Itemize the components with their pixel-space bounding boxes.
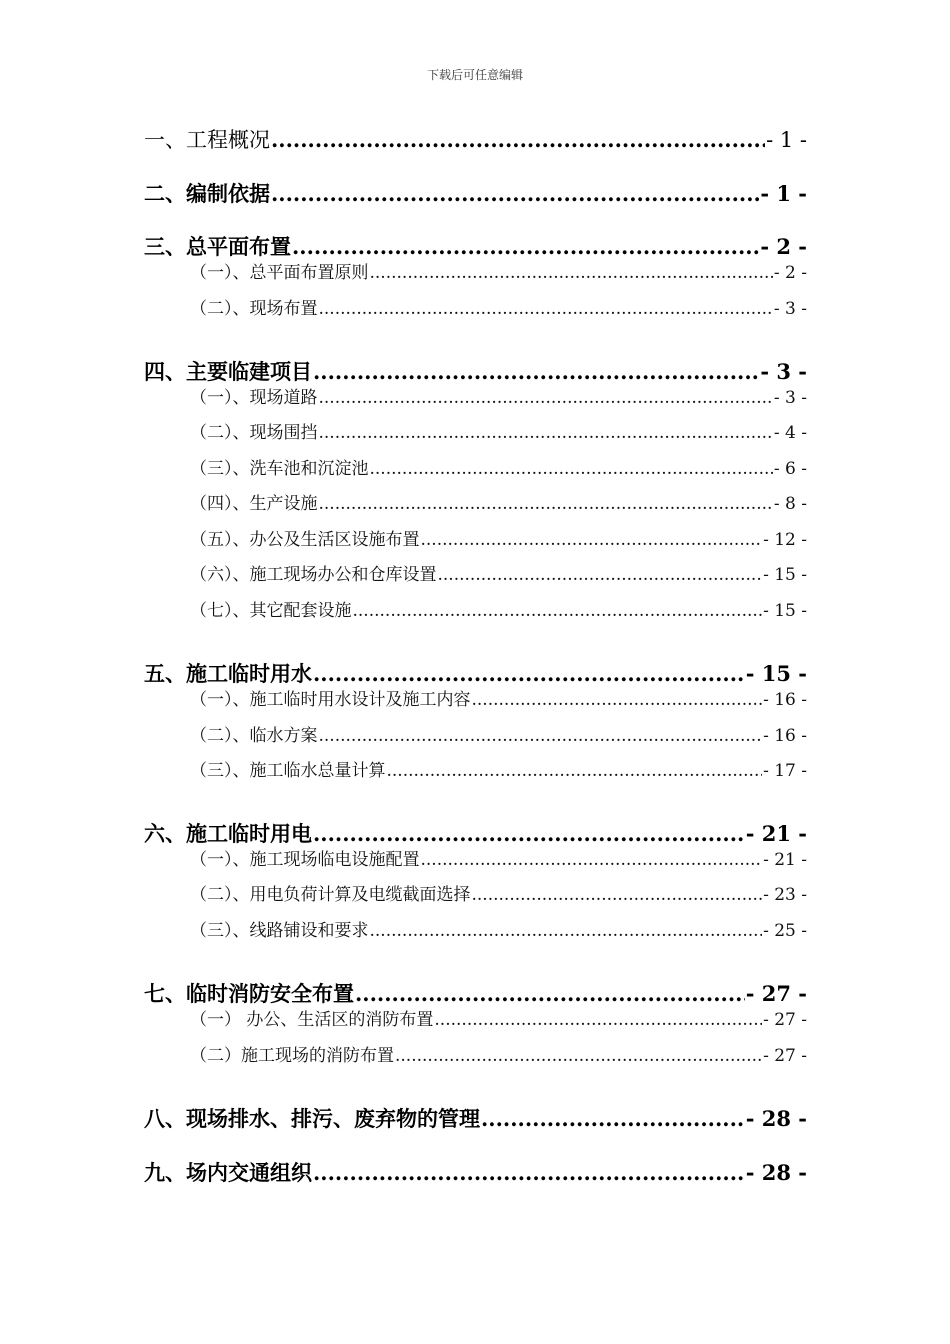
toc-label: 二、编制依据: [144, 181, 270, 206]
toc-label: （二）施工现场的消防布置: [190, 1046, 394, 1066]
toc-page-number: - 3 -: [760, 359, 807, 384]
toc-page-number: - 3 -: [773, 388, 807, 408]
toc-leader: [292, 234, 759, 259]
toc-entry-section-4[interactable]: [144, 356, 807, 386]
toc-leader: [319, 423, 773, 443]
toc-label: 一、工程概况: [144, 128, 270, 152]
toc-page-number: - 17 -: [763, 761, 807, 781]
toc-leader: [387, 761, 763, 781]
toc-page-number: - 16 -: [763, 690, 807, 710]
toc-page-number: - 12 -: [763, 530, 807, 550]
toc-subentry[interactable]: [190, 596, 807, 621]
toc-leader: [355, 981, 745, 1006]
toc-subentry[interactable]: [190, 845, 807, 870]
toc-leader: [370, 921, 763, 941]
toc-label: （一）、施工现场临电设施配置: [190, 850, 420, 870]
header-note: 下载后可任意编辑: [426, 68, 523, 82]
toc-leader: [271, 127, 765, 152]
toc-page-number: - 27 -: [745, 981, 807, 1006]
toc-entry-section-8[interactable]: [144, 1103, 807, 1133]
toc-subentry[interactable]: [190, 916, 807, 941]
toc-leader: [319, 726, 763, 746]
toc-entry-section-2[interactable]: [144, 178, 807, 208]
toc-subentry[interactable]: [190, 1005, 807, 1030]
toc-page-number: - 21 -: [745, 821, 807, 846]
toc-label: （七）、其它配套设施: [190, 601, 352, 621]
toc-subentry[interactable]: [190, 258, 807, 283]
toc-subentry[interactable]: [190, 383, 807, 408]
toc-label: （二）、现场围挡: [190, 423, 318, 443]
toc-page-number: - 21 -: [763, 850, 807, 870]
toc-label: （一） 办公、生活区的消防布置: [190, 1010, 434, 1030]
toc-subentry[interactable]: [190, 721, 807, 746]
toc-page-number: - 15 -: [745, 661, 807, 686]
toc-leader: [370, 263, 773, 283]
toc-page-number: - 25 -: [763, 921, 807, 941]
toc-page-number: - 28 -: [745, 1160, 807, 1185]
toc-label: 九、场内交通组织: [144, 1160, 312, 1185]
toc-label: （三）、线路铺设和要求: [190, 921, 369, 941]
toc-leader: [313, 661, 745, 686]
toc-page-number: - 4 -: [773, 423, 807, 443]
toc-label: （二）、用电负荷计算及电缆截面选择: [190, 885, 471, 905]
toc-page-number: - 15 -: [763, 565, 807, 585]
toc-page-number: - 1 -: [766, 128, 807, 152]
toc-leader: [313, 821, 745, 846]
toc-page-number: - 8 -: [773, 494, 807, 514]
toc-page-number: - 3 -: [773, 299, 807, 319]
toc-page-number: - 23 -: [763, 885, 807, 905]
toc-leader: [353, 601, 763, 621]
toc-leader: [319, 494, 773, 514]
toc-subentry[interactable]: [190, 454, 807, 479]
toc-page-number: - 1 -: [760, 181, 807, 206]
toc-subentry[interactable]: [190, 418, 807, 443]
toc-subentry[interactable]: [190, 1041, 807, 1066]
toc-page-number: - 6 -: [773, 459, 807, 479]
toc-label: （五）、办公及生活区设施布置: [190, 530, 420, 550]
toc-label: 三、总平面布置: [144, 234, 291, 259]
toc-label: 八、现场排水、排污、废弃物的管理: [144, 1106, 480, 1131]
toc-label: （一）、施工临时用水设计及施工内容: [190, 690, 471, 710]
toc-page-number: - 2 -: [773, 263, 807, 283]
toc-entry-section-1[interactable]: [144, 124, 807, 154]
toc-leader: [271, 181, 759, 206]
toc-leader: [434, 1010, 762, 1030]
toc-entry-section-9[interactable]: [144, 1157, 807, 1187]
toc-label: （一）、现场道路: [190, 388, 318, 408]
toc-page-number: - 15 -: [763, 601, 807, 621]
toc-leader: [319, 388, 773, 408]
toc-label: （三）、施工临水总量计算: [190, 761, 386, 781]
toc-subentry[interactable]: [190, 880, 807, 905]
toc-subentry[interactable]: [190, 756, 807, 781]
toc-label: （六）、施工现场办公和仓库设置: [190, 565, 437, 585]
toc-leader: [438, 565, 763, 585]
toc-label: 五、施工临时用水: [144, 661, 312, 686]
toc-label: 七、临时消防安全布置: [144, 981, 354, 1006]
toc-subentry[interactable]: [190, 489, 807, 514]
toc-page-number: - 16 -: [763, 726, 807, 746]
toc-leader: [472, 885, 763, 905]
toc-leader: [395, 1046, 762, 1066]
toc-label: （二）、现场布置: [190, 299, 318, 319]
toc-leader: [421, 850, 763, 870]
toc-label: 六、施工临时用电: [144, 821, 312, 846]
toc-subentry[interactable]: [190, 560, 807, 585]
toc-leader: [472, 690, 763, 710]
toc-label: 四、主要临建项目: [144, 359, 312, 384]
toc-page-number: - 27 -: [763, 1010, 807, 1030]
toc-entry-section-7[interactable]: [144, 978, 807, 1008]
toc-label: （一）、总平面布置原则: [190, 263, 369, 283]
toc-entry-section-5[interactable]: [144, 658, 807, 688]
toc-leader: [313, 359, 759, 384]
toc-label: （三）、洗车池和沉淀池: [190, 459, 369, 479]
toc-label: （二）、临水方案: [190, 726, 318, 746]
toc-subentry[interactable]: [190, 685, 807, 710]
toc-entry-section-3[interactable]: [144, 231, 807, 261]
toc-subentry[interactable]: [190, 294, 807, 319]
toc-entry-section-6[interactable]: [144, 818, 807, 848]
toc-leader: [370, 459, 773, 479]
toc-page-number: - 27 -: [763, 1046, 807, 1066]
toc-leader: [481, 1106, 745, 1131]
toc-leader: [313, 1160, 745, 1185]
toc-page-number: - 2 -: [760, 234, 807, 259]
toc-leader: [421, 530, 763, 550]
toc-subentry[interactable]: [190, 525, 807, 550]
toc-page-number: - 28 -: [745, 1106, 807, 1131]
toc-leader: [319, 299, 773, 319]
toc-label: （四）、生产设施: [190, 494, 318, 514]
